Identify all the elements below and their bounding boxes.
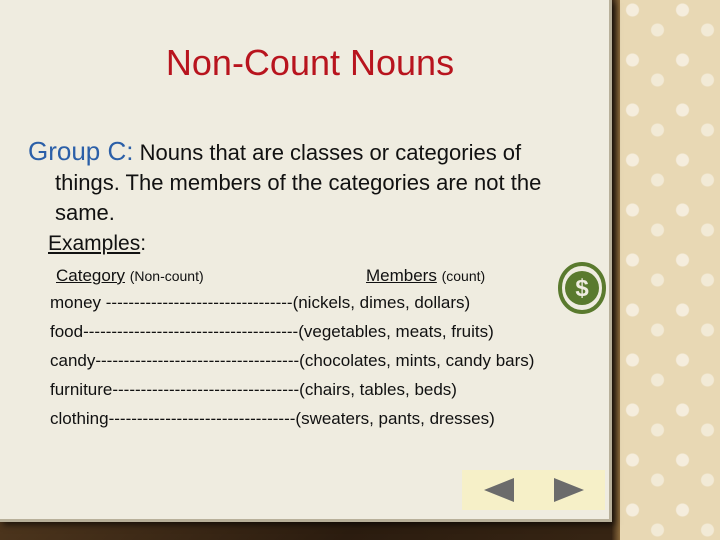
group-text-1: Nouns that are classes or categories of — [139, 140, 522, 165]
group-description — [28, 136, 608, 228]
category-label: Category — [56, 266, 125, 285]
examples-heading — [48, 232, 146, 256]
triangle-left-icon[interactable] — [480, 476, 520, 504]
group-text-2: things. The members of the categories are not the — [55, 170, 542, 195]
category-note: (Non-count) — [129, 268, 204, 284]
example-row: clothing---------------------------------(sweaters, pants, dresses) — [50, 409, 495, 428]
decorative-pattern — [620, 0, 720, 540]
example-row: money ---------------------------------(nickels, dimes, dollars) — [50, 293, 471, 312]
example-row: furniture---------------------------------(chairs, tables, beds) — [50, 380, 457, 399]
dollar-coin-icon — [558, 262, 606, 322]
members-header — [366, 266, 485, 286]
example-row: candy------------------------------------(chocolates, mints, candy bars) — [50, 351, 535, 370]
members-label: Members — [366, 266, 437, 285]
example-row: food--------------------------------------(vegetables, meats, fruits) — [50, 322, 494, 341]
examples-label: Examples — [48, 232, 141, 255]
group-label: Group C — [28, 136, 127, 166]
group-text-3: same. — [55, 200, 115, 225]
group-colon: : — [126, 136, 134, 166]
examples-colon: : — [140, 232, 147, 255]
category-header — [56, 266, 204, 286]
slide-title: Non-Count Nouns — [165, 42, 455, 83]
members-note: (count) — [441, 268, 486, 284]
svg-text:$: $ — [575, 275, 589, 302]
triangle-right-icon[interactable] — [548, 476, 588, 504]
slide-navigation — [462, 470, 605, 510]
